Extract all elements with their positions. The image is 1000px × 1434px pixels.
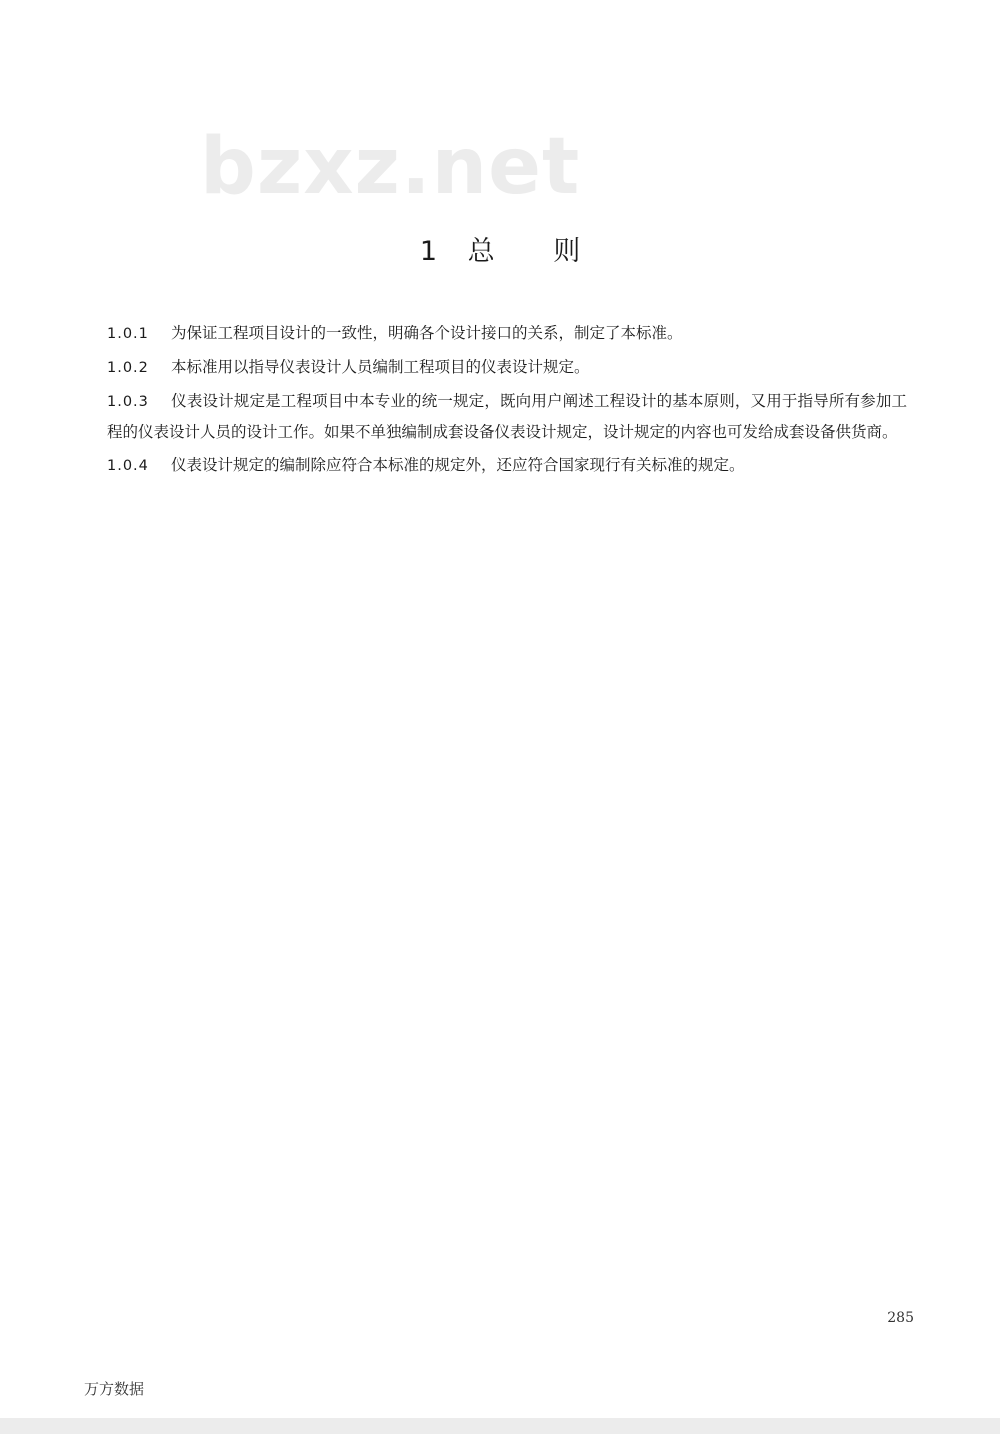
clause-number: 1.0.2 <box>107 360 149 376</box>
clause-text: 本标准用以指导仪表设计人员编制工程项目的仪表设计规定。 <box>171 358 590 376</box>
clause-number: 1.0.3 <box>107 394 149 410</box>
clause-text: 仪表设计规定的编制除应符合本标准的规定外，还应符合国家现行有关标准的规定。 <box>171 456 745 474</box>
clause-item <box>107 450 907 481</box>
watermark-logo: bzxz.net <box>200 122 581 212</box>
clause-item <box>107 352 907 383</box>
chapter-number: 1 <box>419 236 437 267</box>
clause-list <box>107 318 907 484</box>
clause-item <box>107 386 907 447</box>
clause-text: 为保证工程项目设计的一致性，明确各个设计接口的关系，制定了本标准。 <box>171 324 683 342</box>
page-number: 285 <box>887 1310 914 1326</box>
chapter-title-part1: 总 <box>467 236 495 267</box>
chapter-title-part2: 则 <box>553 236 581 267</box>
clause-item <box>107 318 907 349</box>
clause-number: 1.0.4 <box>107 458 149 474</box>
footer-source-label: 万方数据 <box>84 1380 145 1398</box>
chapter-title <box>0 236 1000 268</box>
clause-number: 1.0.1 <box>107 326 149 342</box>
clause-text: 仪表设计规定是工程项目中本专业的统一规定，既向用户阐述工程设计的基本原则，又用于指导所有参加工程的仪表设计人员的设计工作。如果不单独编制成套设备仪表设计规定，设计规定的内容也可发给成套设备供货商。 <box>107 392 907 441</box>
bottom-scroll-band <box>0 1418 1000 1434</box>
